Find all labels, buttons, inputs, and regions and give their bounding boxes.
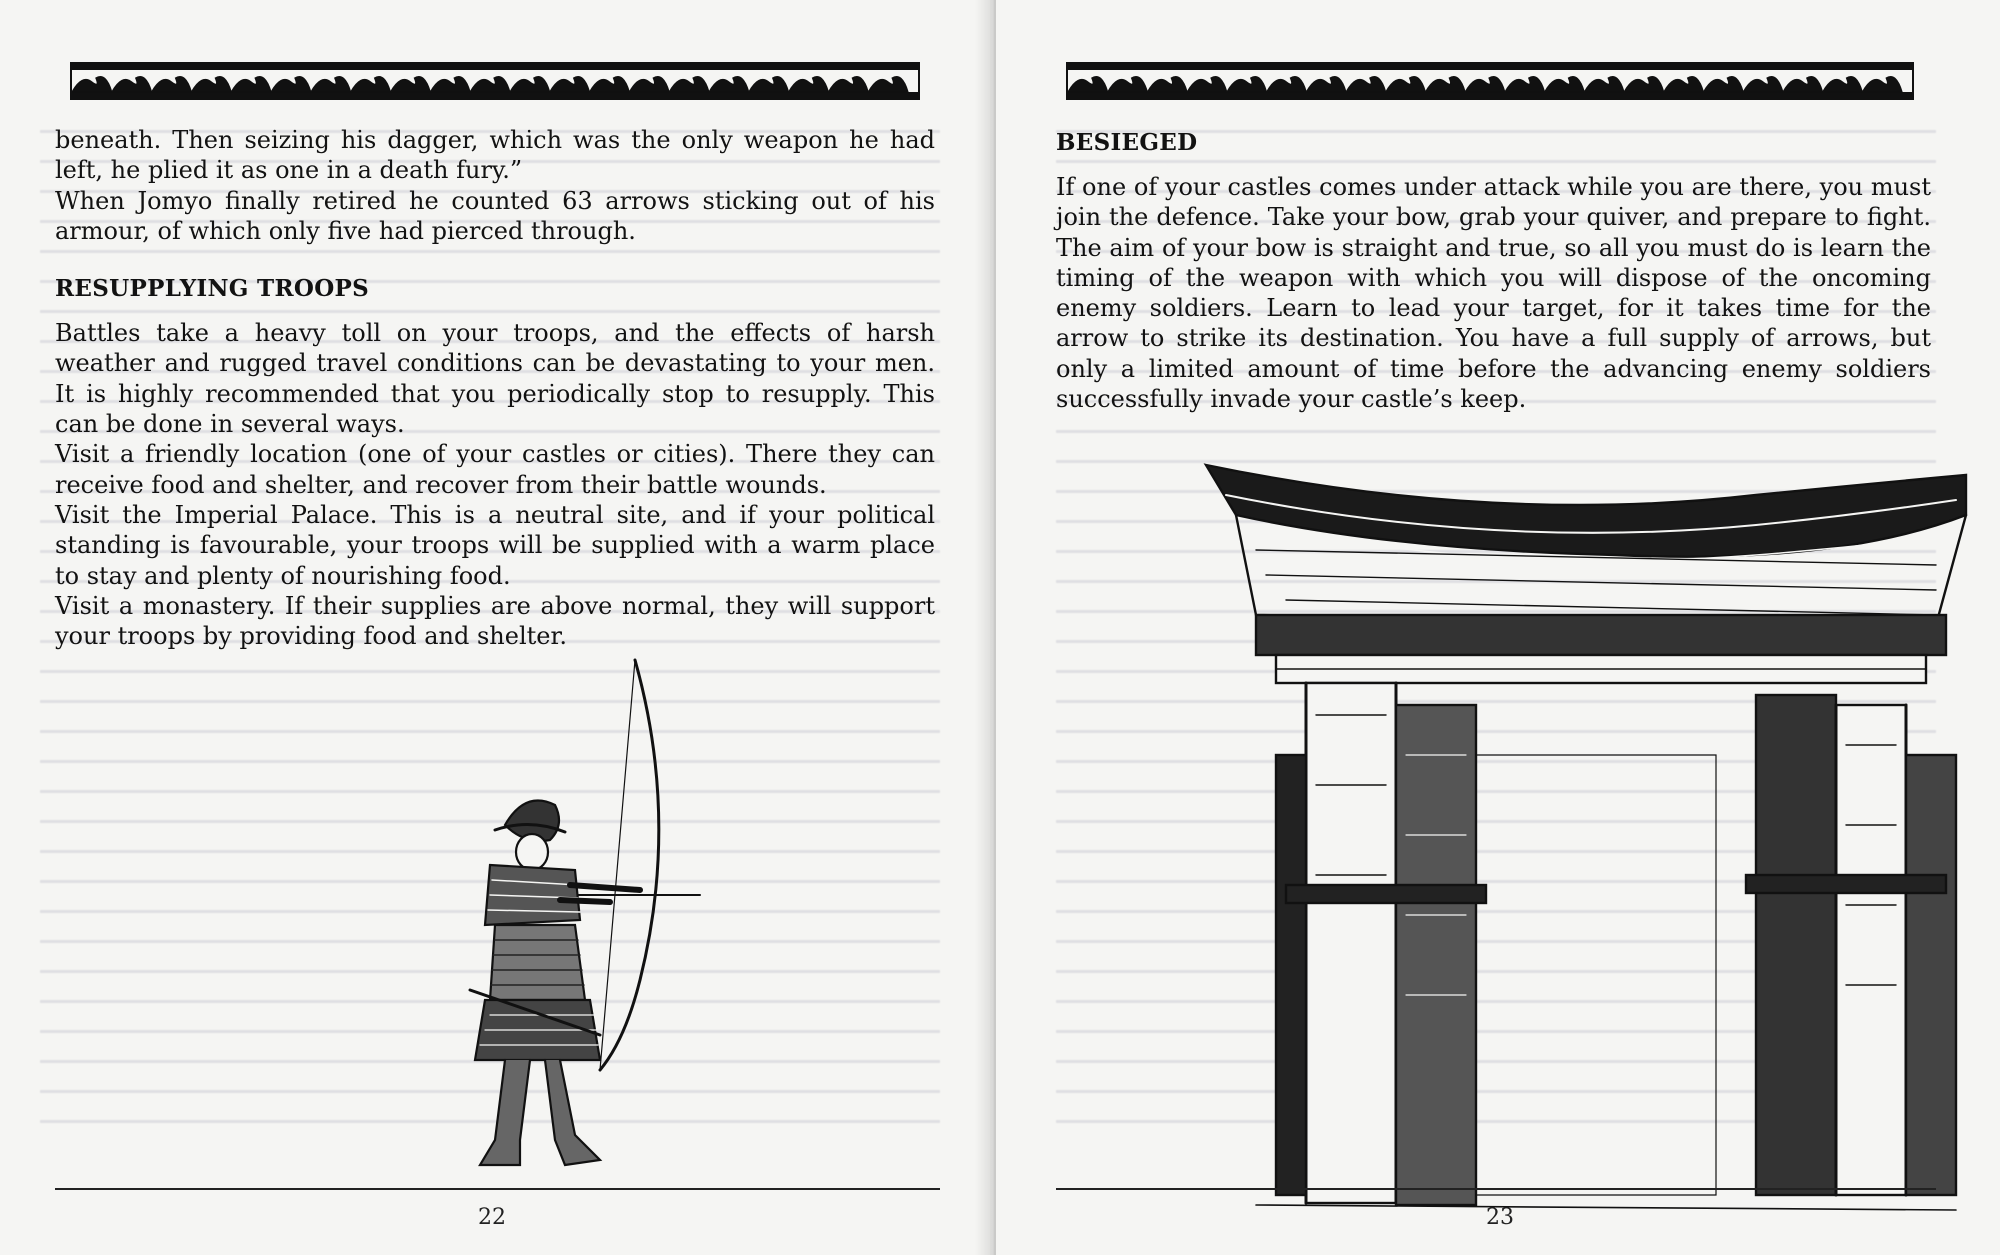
wave-border-ornament	[1066, 62, 1914, 100]
wave-border-ornament	[70, 62, 920, 100]
paragraph: Visit a monastery. If their supplies are above normal, they will support your troops by providing food and shelter.	[55, 591, 935, 651]
paragraph: beneath. Then seizing his dagger, which was the only weapon he had left, he plied it as one in a death fury.”	[55, 126, 935, 185]
paragraph: Visit a friendly location (one of your castles or cities). There they can receive food and shelter, and recover from their battle wounds.	[55, 440, 935, 499]
paragraph: Visit the Imperial Palace. This is a neutral site, and if your political standing is favourable, your troops will be supplied with a warm place to stay and plenty of nourishing food.	[55, 500, 935, 590]
samurai-archer-illustration	[450, 640, 750, 1180]
paragraph: Battles take a heavy toll on your troops, and the effects of harsh weather and rugged travel conditions can be devastating to your men. It is highly recommended that you periodically stop to resupply. This can be done in several ways.	[55, 319, 935, 439]
right-page-body	[1056, 128, 1931, 414]
page-number: 22	[478, 1205, 506, 1230]
right-page	[996, 0, 2000, 1255]
paragraph: If one of your castles comes under attack while you are there, you must join the defence. Take your bow, grab your quiver, and prepare to fight. The aim of your bow is straight and true, so all you must do is learn the timing of the weapon with which you will dispose of the oncoming enemy soldiers. Learn to lead your target, for it takes time for the arrow to strike its destination. You have a full supply of arrows, but only a limited amount of time before the advancing enemy soldiers successfully invade your castle’s keep.	[1056, 173, 1931, 414]
section-heading-besieged: BESIEGED	[1056, 129, 1198, 156]
left-page	[0, 0, 990, 1255]
paragraph: When Jomyo finally retired he counted 63 arrows sticking out of his armour, of which only five had pierced through.	[55, 186, 935, 245]
footer-rule	[1056, 1188, 1936, 1190]
castle-gate-illustration	[1196, 455, 1986, 1220]
section-heading-resupplying: RESUPPLYING TROOPS	[55, 275, 370, 303]
page-number: 23	[1486, 1205, 1514, 1230]
footer-rule	[55, 1188, 940, 1190]
left-page-body	[55, 125, 935, 651]
